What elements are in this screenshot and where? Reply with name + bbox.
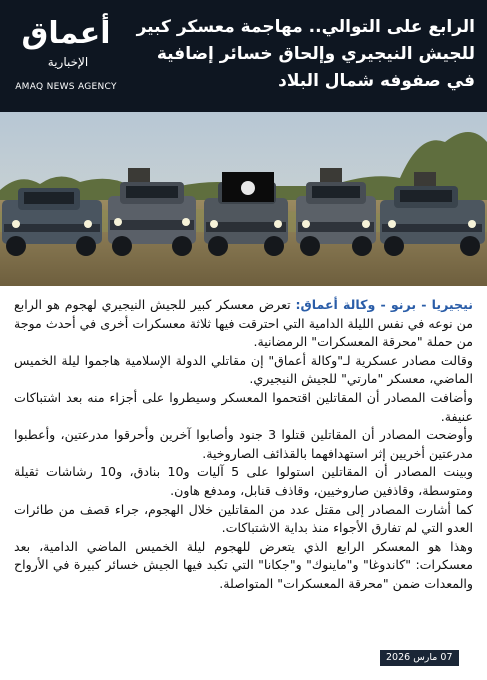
headline: الرابع على التوالي.. مهاجمة معسكر كبير للجيش النيجيري وإلحاق خسائر إضافية في صفوفه شمال البلاد xyxy=(136,17,475,91)
paragraph-1 xyxy=(14,296,473,352)
article-lead: نيجيريا - برنو - وكالة أعماق: xyxy=(295,297,474,312)
paragraph-6: كما أشارت المصادر إلى مقتل عدد من المقاتلين خلال الهجوم، جراء قصف من طائرات العدو التي لم تفارق الأجواء منذ بداية الاشتباكات. xyxy=(14,501,473,536)
publish-date: 07 مارس 2026 xyxy=(380,650,459,666)
agency-logo xyxy=(10,14,122,100)
logo-english-name: AMAQ NEWS AGENCY xyxy=(15,82,117,92)
paragraph-3: وأضافت المصادر أن المقاتلين اقتحموا المعسكر وسيطروا على أجزاء منه بعد اشتباكات عنيفة. xyxy=(14,389,473,424)
paragraph-2: وقالت مصادر عسكرية لـ"وكالة أعماق" إن مقاتلي الدولة الإسلامية هاجموا ليلة الخميس الماضي، معسكر "مارتي" للجيش النيجيري. xyxy=(14,352,473,387)
paragraph-1-text: تعرض معسكر كبير للجيش النيجيري لهجوم هو الرابع من نوعه في نفس الليلة الدامية التي احترقت فيها ثلاثة معسكرات أخرى في أحدث موجة من حملة "محرقة المعسكرات" الرمضانية. xyxy=(14,297,473,350)
logo-arabic-name: أعماق xyxy=(21,16,111,51)
logo-arabic-sub: الإخبارية xyxy=(47,55,89,69)
paragraph-7: وهذا هو المعسكر الرابع الذي يتعرض للهجوم ليلة الخميس الماضي الدامية، بعد معسكرات: "كاندوغا" و"ماينوك" و"جكانا" التي تكبد فيها الجيش خسائر كبيرة في الأرواح والمعدات ضمن "محرقة المعسكرات" المتواصلة. xyxy=(14,538,473,591)
paragraph-5: وبينت المصادر أن المقاتلين استولوا على 5 آليات و10 بنادق، و10 رشاشات ثقيلة ومتوسطة، وقاذفين صاروخيين، وقاذف قنابل، ومدفع هاون. xyxy=(14,464,473,498)
news-photo xyxy=(0,112,487,286)
header-banner xyxy=(0,0,487,112)
paragraph-4: وأوضحت المصادر أن المقاتلين قتلوا 3 جنود وأصابوا آخرين وأحرقوا مدرعتين، وأعطبوا مدرعتين أخريين إثر استهدافهما بالقذائف الصاروخية. xyxy=(14,427,473,461)
vehicles-photo-illustration xyxy=(0,112,487,286)
article-body xyxy=(14,296,473,594)
